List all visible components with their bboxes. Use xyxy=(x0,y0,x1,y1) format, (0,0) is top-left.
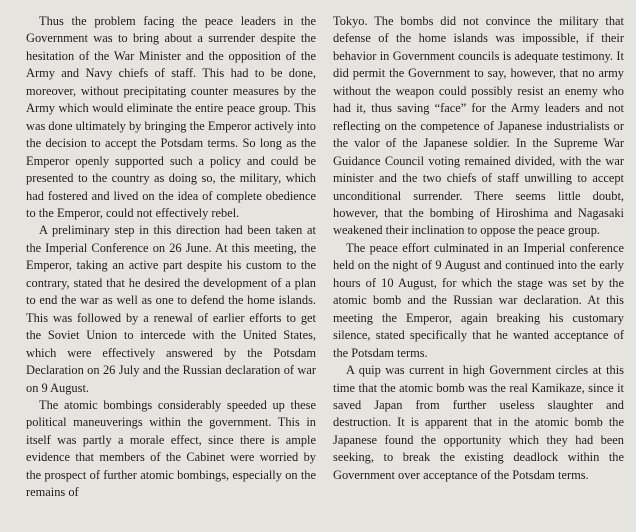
paragraph-continuation: Tokyo. The bombs did not convince the military that defense of the home islands was impossible, if their behavior in Government councils is adequate testimony. It did permit the Government to say, however, that no army without the weapon could possibly resist an enemy who had it, thus saving “face” for the Army leaders and not reflecting on the competence of Japanese industrialists or the valor of the Japanese soldier. In the Supreme War Guidance Council voting remained divided, with the war minister and the two chiefs of staff unwilling to accept unconditional surrender. There seems little doubt, however, that the bombing of Hiroshima and Nagasaki weakened their inclination to oppose the peace group. xyxy=(333,14,624,238)
left-column xyxy=(26,13,316,502)
paragraph: A preliminary step in this direction had been taken at the Imperial Conference on 26 June. At this meeting, the Emperor, taking an active part despite his custom to the contrary, stated that he desired the development of a plan to end the war as well as one to defend the home islands. This was followed by a renewal of earlier efforts to get the Soviet Union to intercede with the United States, which were effectively answered by the Potsdam Declaration on 26 July and the Russian declaration of war on 9 August. xyxy=(26,223,316,395)
paragraph: The atomic bombings considerably speeded up these political maneuverings within the government. This in itself was partly a morale effect, since there is ample evidence that members of the Cabinet were worried by the prospect of further atomic bombings, especially on the remains of xyxy=(26,397,316,500)
paragraph: A quip was current in high Government circles at this time that the atomic bomb was the real Kamikaze, since it saved Japan from further useless slaughter and destruction. It is apparent that in the atomic bomb the Japanese found the opportunity which they had been seeking, to break the existing deadlock within the Government over acceptance of the Potsdam terms. xyxy=(333,363,624,482)
right-column xyxy=(333,13,624,484)
paragraph: The peace effort culminated in an Imperial conference held on the night of 9 August and continued into the early hours of 10 August, for which the stage was set by the atomic bomb and the Russian war declaration. At this meeting the Emperor, again breaking his customary silence, stated specifically that he wanted acceptance of the Potsdam terms. xyxy=(333,240,624,360)
paragraph: Thus the problem facing the peace leaders in the Government was to bring about a surrender despite the hesitation of the War Minister and the opposition of the Army and Navy chiefs of staff. This had to be done, moreover, without precipitating counter measures by the Army which would eliminate the entire peace group. This was done ultimately by bringing the Emperor actively into the decision to accept the Potsdam terms. So long as the Emperor openly supported such a policy and could be presented to the country as doing so, the military, which had fostered and lived on the idea of complete obedience to the Emperor, could not effectively rebel. xyxy=(26,14,316,220)
